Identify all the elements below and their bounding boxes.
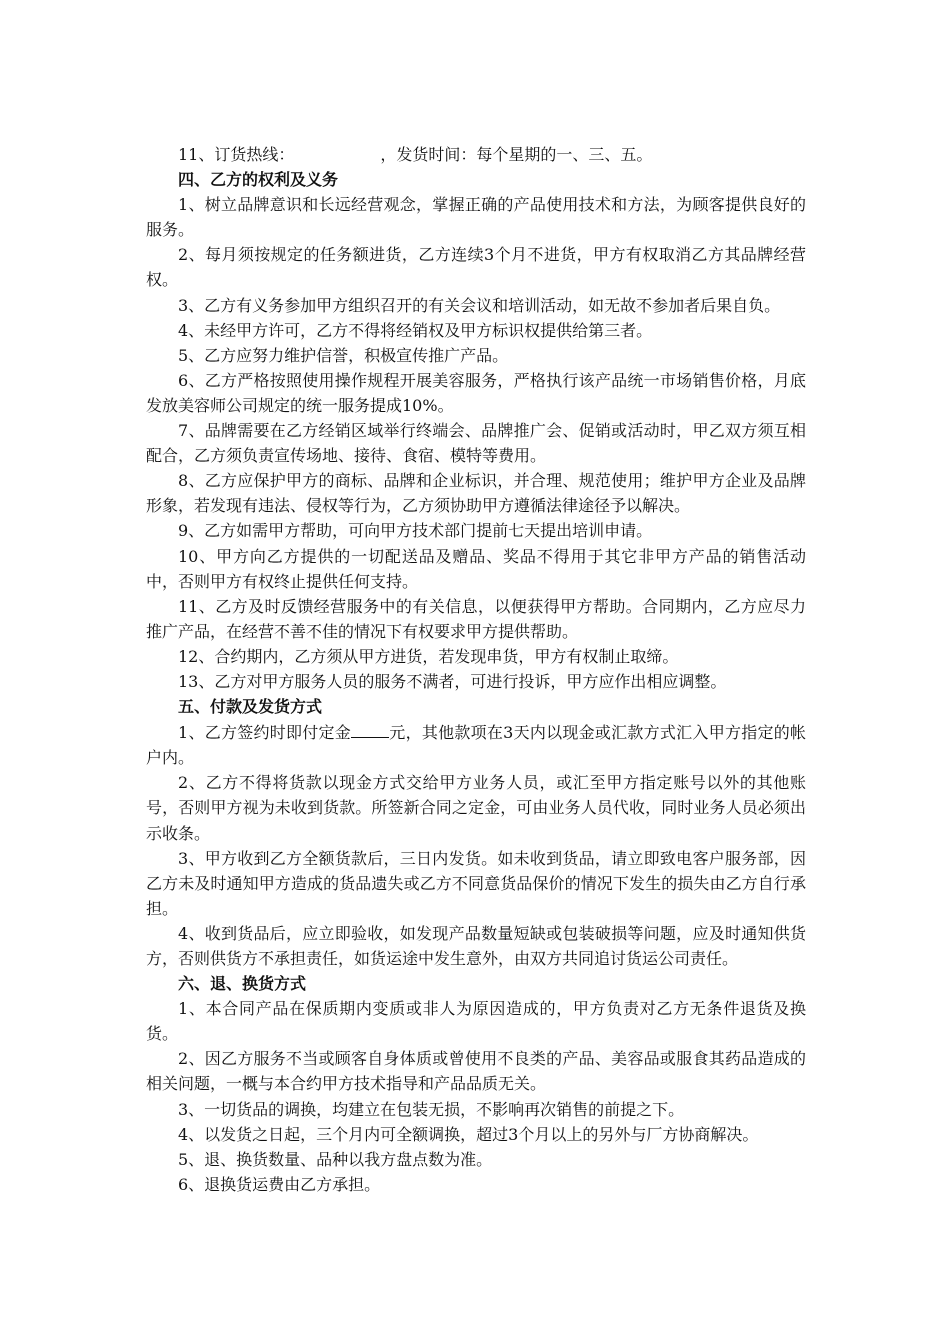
list-item: 8、乙方应保护甲方的商标、品牌和企业标识，并合理、规范使用；维护甲方企业及品牌形象，若发现有违法、侵权等行为，乙方须协助甲方遵循法律途径予以解决。	[146, 471, 806, 516]
document-body	[146, 142, 806, 1197]
list-item: 6、乙方严格按照使用操作规程开展美容服务，严格执行该产品统一市场销售价格，月底发放美容师公司规定的统一服务提成10%。	[146, 370, 806, 415]
list-item: 12、合约期内，乙方须从甲方进货，若发现串货，甲方有权制止取缔。	[178, 646, 679, 666]
list-item: 4、未经甲方许可，乙方不得将经销权及甲方标识权提供给第三者。	[178, 320, 653, 340]
list-item: 9、乙方如需甲方帮助，可向甲方技术部门提前七天提出培训申请。	[178, 521, 653, 541]
deposit-text-rest: 元，其他款项在3天内以现金或汇款方式汇入甲方指定的帐户内。	[146, 723, 806, 768]
list-item: 3、甲方收到乙方全额货款后，三日内发货。如未收到货品，请立即致电客户服务部，因乙方未及时通知甲方造成的货品遗失或乙方不同意货品保价的情况下发生的损失由乙方自行承担。	[146, 848, 806, 918]
list-item: 11、乙方及时反馈经营服务中的有关信息，以便获得甲方帮助。合同期内，乙方应尽力推广产品，在经营不善不佳的情况下有权要求甲方提供帮助。	[146, 596, 806, 641]
list-item	[146, 719, 806, 770]
list-item: 10、甲方向乙方提供的一切配送品及赠品、奖品不得用于其它非甲方产品的销售活动中，否则甲方有权终止提供任何支持。	[146, 546, 806, 591]
section-heading-returns: 六、退、换货方式	[178, 974, 307, 994]
list-item: 4、收到货品后，应立即验收，如发现产品数量短缺或包装破损等问题，应及时通知供货方，否则供货方不承担责任，如货运途中发生意外，由双方共同追讨货运公司责任。	[146, 923, 806, 968]
list-item: 2、因乙方服务不当或顾客自身体质或曾使用不良类的产品、美容品或服食其药品造成的相关问题，一概与本合约甲方技术指导和产品品质无关。	[146, 1049, 806, 1094]
list-item: 2、每月须按规定的任务额进货，乙方连续3个月不进货，甲方有权取消乙方其品牌经营权。	[146, 245, 806, 290]
list-item: 6、退换货运费由乙方承担。	[178, 1174, 381, 1194]
deposit-blank	[351, 719, 389, 738]
delivery-time-text: ，发货时间：每个星期的一、三、五。	[380, 145, 653, 164]
list-item: 2、乙方不得将货款以现金方式交给甲方业务人员，或汇至甲方指定账号以外的其他账号，否则甲方视为未收到货款。所签新合同之定金，可由业务人员代收，同时业务人员必须出示收条。	[146, 773, 806, 843]
section-heading-rights: 四、乙方的权利及义务	[178, 170, 339, 190]
list-item: 1、树立品牌意识和长远经营观念，掌握正确的产品使用技术和方法，为顾客提供良好的服务。	[146, 195, 806, 240]
list-item: 7、品牌需要在乙方经销区域举行终端会、品牌推广会、促销或活动时，甲乙双方须互相配合，乙方须负责宣传场地、接待、食宿、模特等费用。	[146, 421, 806, 466]
list-item: 4、以发货之日起，三个月内可全额调换，超过3个月以上的另外与厂方协商解决。	[178, 1124, 759, 1144]
list-item: 5、乙方应努力维护信誉，积极宣传推广产品。	[178, 345, 509, 365]
list-item: 3、乙方有义务参加甲方组织召开的有关会议和培训活动，如无故不参加者后果自负。	[178, 295, 781, 315]
hotline-label: 11、订货热线：	[178, 145, 295, 164]
list-item: 1、本合同产品在保质期内变质或非人为原因造成的，甲方负责对乙方无条件退货及换货。	[146, 999, 806, 1044]
list-item: 3、一切货品的调换，均建立在包装无损，不影响再次销售的前提之下。	[178, 1099, 685, 1119]
list-item: 13、乙方对甲方服务人员的服务不满者，可进行投诉，甲方应作出相应调整。	[178, 671, 727, 691]
hotline-line	[146, 142, 806, 167]
section-heading-payment: 五、付款及发货方式	[178, 697, 323, 717]
deposit-text: 1、乙方签约时即付定金	[178, 723, 352, 743]
list-item: 5、退、换货数量、品种以我方盘点数为准。	[178, 1149, 493, 1169]
